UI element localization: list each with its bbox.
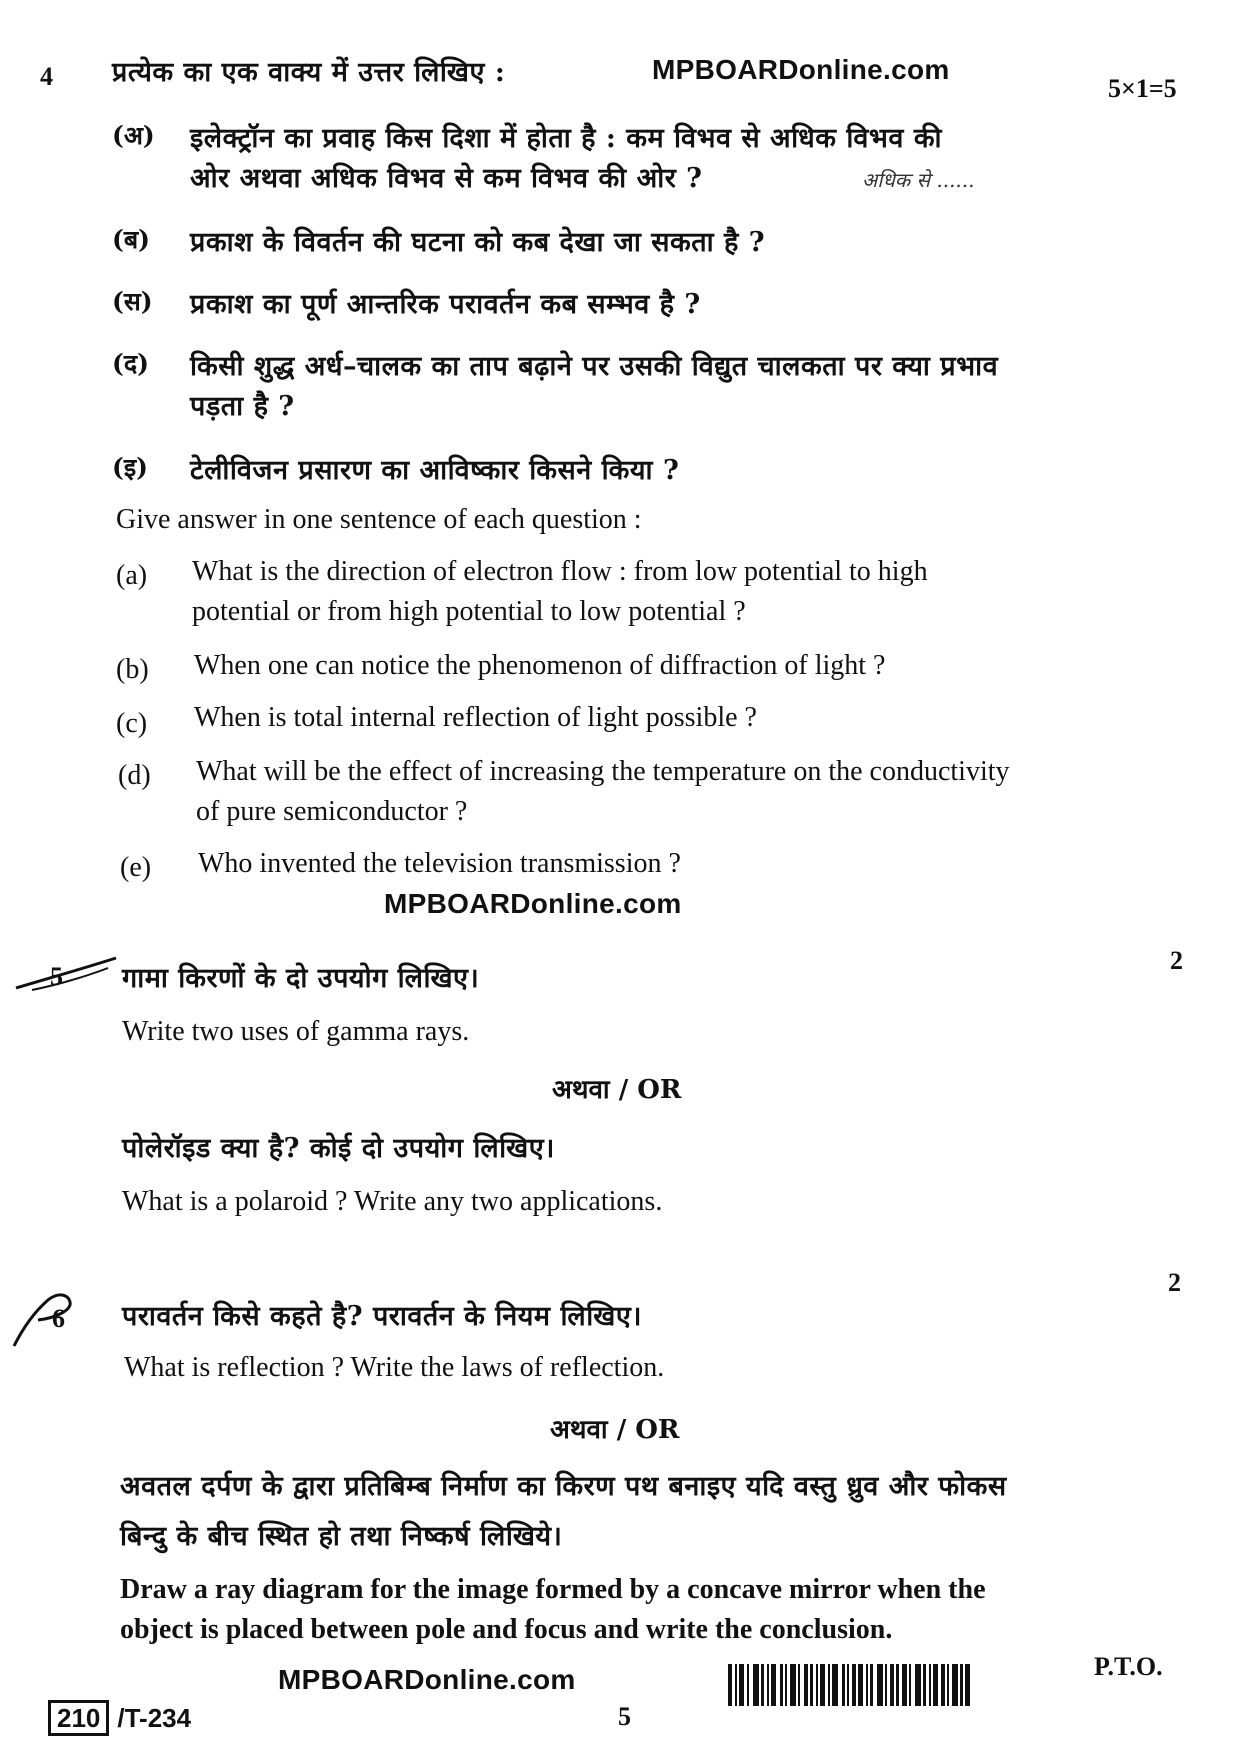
q4-hi-c-label: (स)	[112, 287, 153, 316]
q6-english: What is reflection ? Write the laws of reflection.	[124, 1352, 665, 1383]
q6-alt-english-line1: Draw a ray diagram for the image formed by a concave mirror when the	[120, 1574, 986, 1605]
q4-en-e-label: (e)	[120, 852, 152, 883]
q4-hi-d-line1: किसी शुद्ध अर्ध–चालक का ताप बढ़ाने पर उसकी विद्युत चालकता पर क्या प्रभाव	[190, 351, 999, 382]
barcode	[728, 1664, 1078, 1706]
q4-en-e-line1: Who invented the television transmission ?	[198, 848, 681, 879]
q4-en-d-line1: What will be the effect of increasing the temperature on the conductivity	[196, 756, 1010, 787]
q4-marks: 5×1=5	[1108, 74, 1177, 103]
q5-pen-mark-icon	[12, 950, 122, 998]
question-4-number: 4	[40, 62, 53, 91]
q4-en-b-label: (b)	[116, 654, 149, 685]
paper-code-box: 210	[48, 1700, 109, 1736]
q5-alt-hindi: पोलेरॉइड क्या है? कोई दो उपयोग लिखिए।	[122, 1133, 555, 1164]
q4-hi-a-line2: ओर अथवा अधिक विभव से कम विभव की ओर ?	[190, 163, 703, 194]
question-6-number: 6	[52, 1304, 65, 1333]
q4-hi-a-line1: इलेक्ट्रॉन का प्रवाह किस दिशा में होता है : कम विभव से अधिक विभव की	[190, 123, 943, 154]
q4-hi-a-label: (अ)	[112, 121, 155, 150]
page-number: 5	[618, 1702, 631, 1731]
q4-en-d-label: (d)	[118, 760, 151, 791]
q5-hindi: गामा किरणों के दो उपयोग लिखिए।	[122, 963, 480, 994]
q4-en-a-label: (a)	[116, 560, 148, 591]
q4-hi-d-line2: पड़ता है ?	[190, 391, 295, 422]
watermark-middle: MPBOARDonline.com	[384, 888, 682, 919]
q6-or: अथवा / OR	[550, 1415, 680, 1445]
q4-hi-e-label: (इ)	[112, 453, 148, 482]
q4-instruction-english: Give answer in one sentence of each question :	[116, 504, 642, 535]
q4-en-b-line1: When one can notice the phenomenon of diffraction of light ?	[194, 650, 886, 681]
watermark-top: MPBOARDonline.com	[652, 54, 950, 85]
q6-alt-hindi-line2: बिन्दु के बीच स्थित हो तथा निष्कर्ष लिखिये।	[120, 1521, 563, 1552]
q6-marks: 2	[1168, 1268, 1181, 1297]
handwritten-note: अधिक से ......	[862, 168, 975, 192]
paper-code-suffix: /T-234	[117, 1702, 192, 1733]
q5-or: अथवा / OR	[552, 1075, 682, 1105]
q6-hindi: परावर्तन किसे कहते है? परावर्तन के नियम लिखिए।	[122, 1301, 642, 1332]
paper-code	[48, 1700, 191, 1736]
question-5-number: 5	[50, 962, 63, 991]
q4-en-c-label: (c)	[116, 708, 148, 739]
q4-hi-b-label: (ब)	[112, 225, 150, 254]
q4-hi-c-line1: प्रकाश का पूर्ण आन्तरिक परावर्तन कब सम्भव है ?	[190, 289, 701, 320]
q4-instruction-hindi: प्रत्येक का एक वाक्य में उत्तर लिखिए :	[112, 57, 506, 88]
q6-alt-hindi-line1: अवतल दर्पण के द्वारा प्रतिबिम्ब निर्माण का किरण पथ बनाइए यदि वस्तु ध्रुव और फोकस	[120, 1471, 1007, 1502]
q5-english: Write two uses of gamma rays.	[122, 1016, 470, 1047]
q6-alt-english-line2: object is placed between pole and focus and write the conclusion.	[120, 1614, 893, 1645]
watermark-bottom: MPBOARDonline.com	[278, 1664, 576, 1695]
q4-en-a-line2: potential or from high potential to low potential ?	[192, 596, 746, 627]
q6-pen-mark-icon	[8, 1290, 78, 1350]
q4-hi-b-line1: प्रकाश के विवर्तन की घटना को कब देखा जा सकता है ?	[190, 227, 766, 258]
q4-en-c-line1: When is total internal reflection of light possible ?	[194, 702, 757, 733]
pto-label: P.T.O.	[1094, 1652, 1163, 1681]
q4-hi-e-line1: टेलीविजन प्रसारण का आविष्कार किसने किया ?	[190, 455, 680, 486]
q4-en-d-line2: of pure semiconductor ?	[196, 796, 468, 827]
q5-alt-english: What is a polaroid ? Write any two applications.	[122, 1186, 663, 1217]
q4-en-a-line1: What is the direction of electron flow : from low potential to high	[192, 556, 928, 587]
q5-marks: 2	[1170, 946, 1183, 975]
q4-hi-d-label: (द)	[112, 349, 149, 378]
